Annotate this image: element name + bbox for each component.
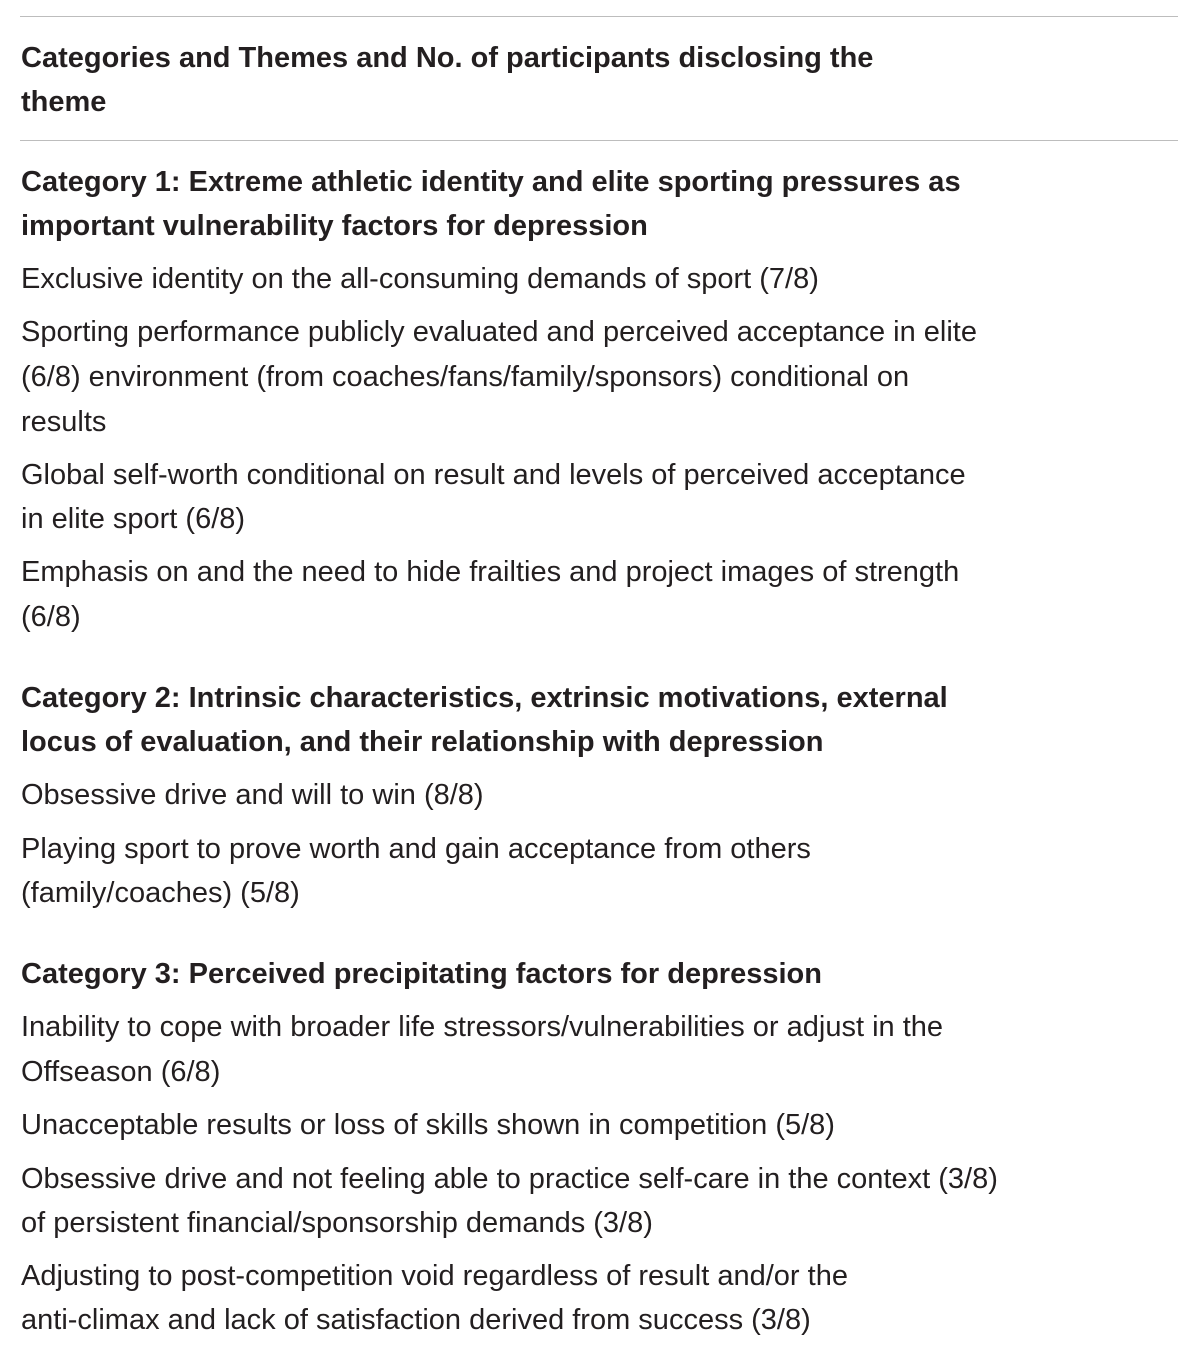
theme-3-4: Adjusting to post-competition void regardless of result and/or the — [21, 1260, 848, 1292]
category-1-title: important vulnerability factors for depression — [21, 210, 648, 242]
table-header-line: Categories and Themes and No. of participants disclosing the — [21, 42, 874, 74]
theme-2-1: Obsessive drive and will to win (8/8) — [21, 779, 484, 811]
theme-1-2: Sporting performance publicly evaluated and perceived acceptance in elite — [21, 316, 977, 348]
theme-3-3: Obsessive drive and not feeling able to practice self-care in the context (3/8) — [21, 1163, 998, 1195]
category-2-title: Category 2: Intrinsic characteristics, extrinsic motivations, external — [21, 682, 948, 714]
theme-1-4: (6/8) — [21, 601, 81, 633]
category-3-title: Category 3: Perceived precipitating factors for depression — [21, 958, 822, 990]
theme-3-3: of persistent financial/sponsorship demands (3/8) — [21, 1207, 653, 1239]
theme-2-2: (family/coaches) (5/8) — [21, 877, 300, 909]
top-rule — [20, 16, 1178, 17]
theme-2-2: Playing sport to prove worth and gain acceptance from others — [21, 833, 811, 865]
theme-3-1: Inability to cope with broader life stressors/vulnerabilities or adjust in the — [21, 1011, 944, 1043]
theme-1-3: Global self-worth conditional on result and levels of perceived acceptance — [21, 459, 966, 491]
theme-3-2: Unacceptable results or loss of skills shown in competition (5/8) — [21, 1109, 835, 1141]
table-header-line: theme — [21, 86, 107, 118]
table-header — [21, 36, 1061, 124]
header-rule — [20, 140, 1178, 141]
category-1-title: Category 1: Extreme athletic identity and elite sporting pressures as — [21, 166, 961, 198]
theme-1-2: (6/8) environment (from coaches/fans/family/sponsors) conditional on — [21, 361, 910, 393]
theme-1-2: results — [21, 406, 107, 438]
theme-1-4: Emphasis on and the need to hide frailties and project images of strength — [21, 556, 960, 588]
category-2-title: locus of evaluation, and their relationship with depression — [21, 726, 824, 758]
theme-3-4: anti-climax and lack of satisfaction derived from success (3/8) — [21, 1304, 811, 1336]
theme-1-3: in elite sport (6/8) — [21, 503, 246, 535]
theme-1-1: Exclusive identity on the all-consuming demands of sport (7/8) — [21, 263, 819, 295]
theme-3-1: Offseason (6/8) — [21, 1056, 221, 1088]
